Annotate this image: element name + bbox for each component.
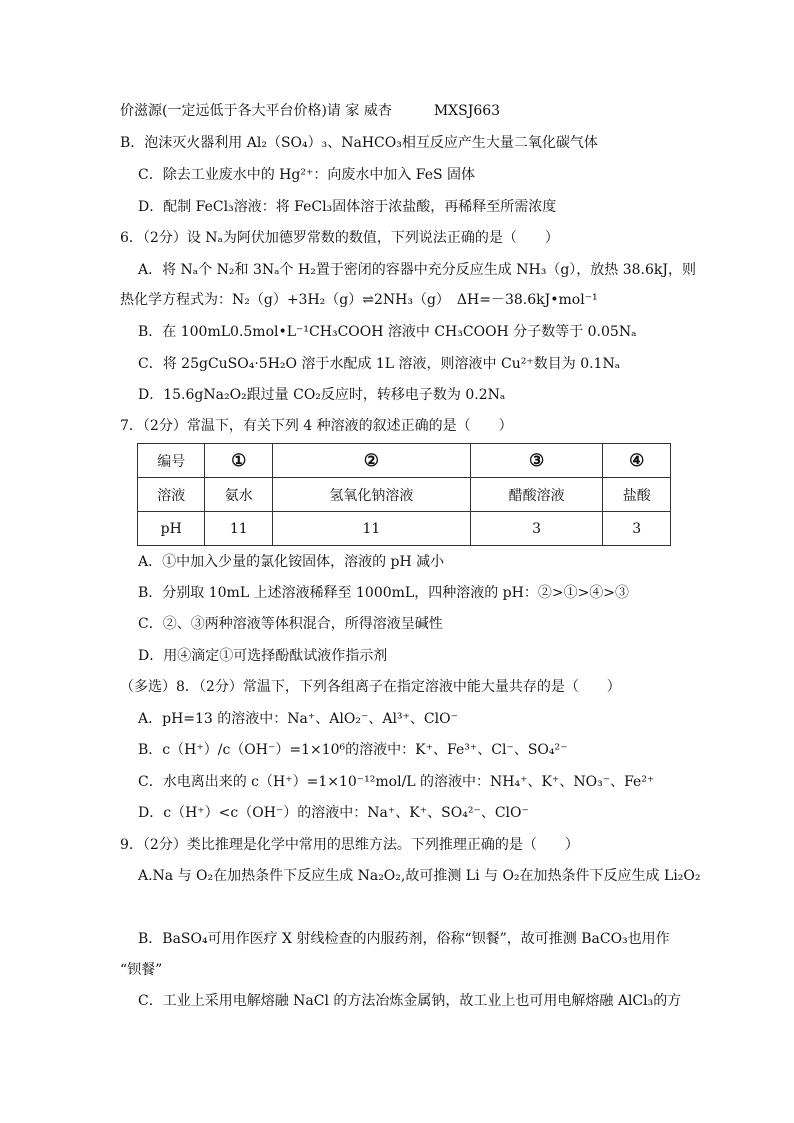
ad-header [120,101,500,121]
table-row [138,444,671,478]
table-cell: ④ [603,444,671,478]
table-row [138,512,671,546]
q8-option-a: A．pH=13 的溶液中：Na⁺、AlO₂⁻、Al³⁺、ClO⁻ [138,711,458,727]
q9-option-c: C．工业上采用电解熔融 NaCl 的方法冶炼金属钠，故工业上也可用电解熔融 AlCl₃的方 [138,993,682,1009]
table-row [138,478,671,512]
q9-option-b-line2: “钡餐” [120,962,163,978]
q6-option-a-line1: A．将 Nₐ个 N₂和 3Nₐ个 H₂置于密闭的容器中充分反应生成 NH₃（g），放热 38.6kJ，则 [138,262,697,278]
q7-option-b: B．分别取 10mL 上述溶液稀释至 1000mL，四种溶液的 pH：②>①>④>③ [138,585,630,601]
q8-option-d: D．c（H⁺）<c（OH⁻）的溶液中：Na⁺、K⁺、SO₄²⁻、ClO⁻ [138,805,529,821]
table-cell: 盐酸 [603,478,671,512]
table-cell: 3 [470,512,603,546]
q8-stem: （多选）8．（2分）常温下，下列各组离子在指定溶液中能大量共存的是（ ） [120,679,621,695]
q9-option-a: A.Na 与 O₂在加热条件下反应生成 Na₂O₂,故可推测 Li 与 O₂在加热条件下反应生成 Li₂O₂ [138,868,701,884]
q6-option-b: B．在 100mL0.5mol•L⁻¹CH₃COOH 溶液中 CH₃COOH 分子数等于 0.05Nₐ [138,324,637,340]
q6-option-a-line2: 热化学方程式为：N₂（g）+3H₂（g）⇌2NH₃（g） ΔH=－38.6kJ•mol⁻¹ [120,292,598,308]
ad-code: MXSJ663 [433,103,501,119]
q5-option-b: B．泡沫灭火器利用 Al₂（SO₄）₃、NaHCO₃相互反应产生大量二氧化碳气体 [120,135,598,151]
table-cell: ③ [470,444,603,478]
table-cell: 氢氧化钠溶液 [272,478,470,512]
table-header-label: pH [138,512,205,546]
table-cell: ① [205,444,272,478]
ad-text: 价滋源(一定远低于各大平台价格)请 家 威杏 [120,103,392,119]
q8-option-c: C．水电离出来的 c（H⁺）=1×10⁻¹²mol/L 的溶液中：NH₄⁺、K⁺、NO₃⁻、Fe²⁺ [138,774,655,790]
q9-option-b-line1: B．BaSO₄可用作医疗 X 射线检查的内服药剂，俗称“钡餐”，故可推测 BaCO₃也用作 [138,931,670,947]
q5-option-d: D．配制 FeCl₃溶液：将 FeCl₃固体溶于浓盐酸，再稀释至所需浓度 [138,199,557,215]
q7-option-a: A．①中加入少量的氯化铵固体，溶液的 pH 减小 [138,554,445,570]
table-header-label: 溶液 [138,478,205,512]
table-cell: ② [272,444,470,478]
q7-stem: 7．（2分）常温下，有关下列 4 种溶液的叙述正确的是（ ） [120,418,513,434]
q6-option-c: C．将 25gCuSO₄·5H₂O 溶于水配成 1L 溶液，则溶液中 Cu²⁺数目为 0.1Nₐ [138,356,621,372]
table-cell: 11 [272,512,470,546]
table-header-label: 编号 [138,444,205,478]
table-cell: 氨水 [205,478,272,512]
table-cell: 3 [603,512,671,546]
q6-stem: 6．（2分）设 Nₐ为阿伏加德罗常数的数值，下列说法正确的是（ ） [120,230,559,246]
q9-stem: 9．（2分）类比推理是化学中常用的思维方法。下列推理正确的是（ ） [120,837,579,853]
q8-option-b: B．c（H⁺）/c（OH⁻）=1×10⁶的溶液中：K⁺、Fe³⁺、Cl⁻、SO₄²⁻ [138,742,568,758]
q7-option-c: C．②、③两种溶液等体积混合，所得溶液呈碱性 [138,616,443,632]
q6-option-d: D．15.6gNa₂O₂跟过量 CO₂反应时，转移电子数为 0.2Nₐ [138,387,506,403]
table-cell: 醋酸溶液 [470,478,603,512]
solution-table [137,443,671,546]
table-cell: 11 [205,512,272,546]
q5-option-c: C．除去工业废水中的 Hg²⁺：向废水中加入 FeS 固体 [138,167,476,183]
q7-option-d: D．用④滴定①可选择酚酞试液作指示剂 [138,648,388,664]
